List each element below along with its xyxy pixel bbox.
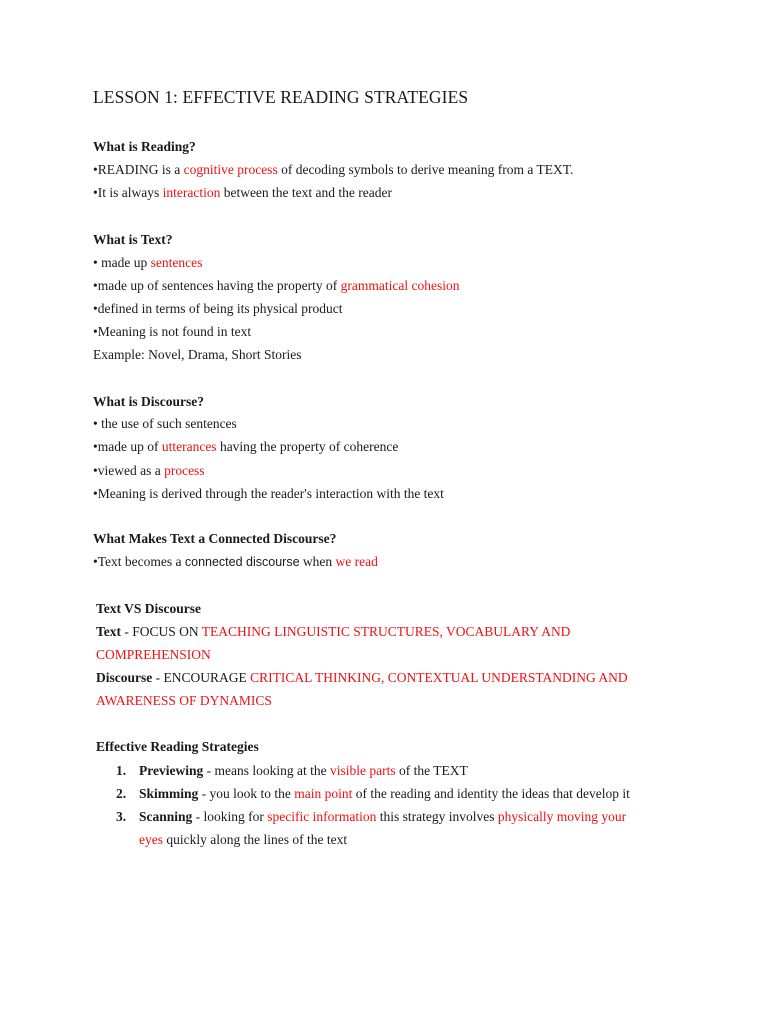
- discourse-line-1: • the use of such sentences: [93, 416, 237, 431]
- discourse-line-4: •Meaning is derived through the reader's interaction with the text: [93, 486, 444, 501]
- discourse-line-3: •viewed as a process: [93, 463, 205, 478]
- text-heading: What is Text?: [93, 232, 173, 247]
- list-number: 2.: [116, 786, 127, 801]
- text-line-2: •made up of sentences having the property of grammatical cohesion: [93, 278, 460, 293]
- text-line-3: •defined in terms of being its physical product: [93, 301, 343, 316]
- versus-discourse-line-cont: AWARENESS OF DYNAMICS: [96, 693, 272, 708]
- versus-text-line: Text - FOCUS ON TEACHING LINGUISTIC STRUCTURES, VOCABULARY AND: [96, 624, 571, 639]
- connected-heading: What Makes Text a Connected Discourse?: [93, 531, 337, 546]
- list-number: 3.: [116, 809, 127, 824]
- reading-line-2: •It is always interaction between the text and the reader: [93, 185, 392, 200]
- text-line-4: •Meaning is not found in text: [93, 324, 252, 339]
- discourse-heading: What is Discourse?: [93, 394, 204, 409]
- list-item-scanning: Scanning - looking for specific information this strategy involves physically moving your: [139, 809, 627, 824]
- list-number: 1.: [116, 763, 127, 778]
- strategies-heading: Effective Reading Strategies: [96, 739, 259, 754]
- list-item-skimming: Skimming - you look to the main point of the reading and identity the ideas that develop it: [139, 786, 630, 801]
- lesson-title: LESSON 1: EFFECTIVE READING STRATEGIES: [93, 87, 469, 107]
- versus-text-line-cont: COMPREHENSION: [96, 647, 211, 662]
- text-example: Example: Novel, Drama, Short Stories: [93, 347, 302, 362]
- list-item-previewing: Previewing - means looking at the visible parts of the TEXT: [139, 763, 468, 778]
- reading-heading: What is Reading?: [93, 139, 196, 154]
- connected-line-1: •Text becomes a connected discourse when we read: [93, 554, 378, 569]
- reading-line-1: •READING is a cognitive process of decoding symbols to derive meaning from a TEXT.: [93, 162, 574, 177]
- versus-discourse-line: Discourse - ENCOURAGE CRITICAL THINKING, CONTEXTUAL UNDERSTANDING AND: [96, 670, 628, 685]
- discourse-line-2: •made up of utterances having the property of coherence: [93, 439, 399, 454]
- list-item-scanning-cont: eyes quickly along the lines of the text: [139, 832, 348, 847]
- text-line-1: • made up sentences: [93, 255, 203, 270]
- versus-heading: Text VS Discourse: [96, 601, 202, 616]
